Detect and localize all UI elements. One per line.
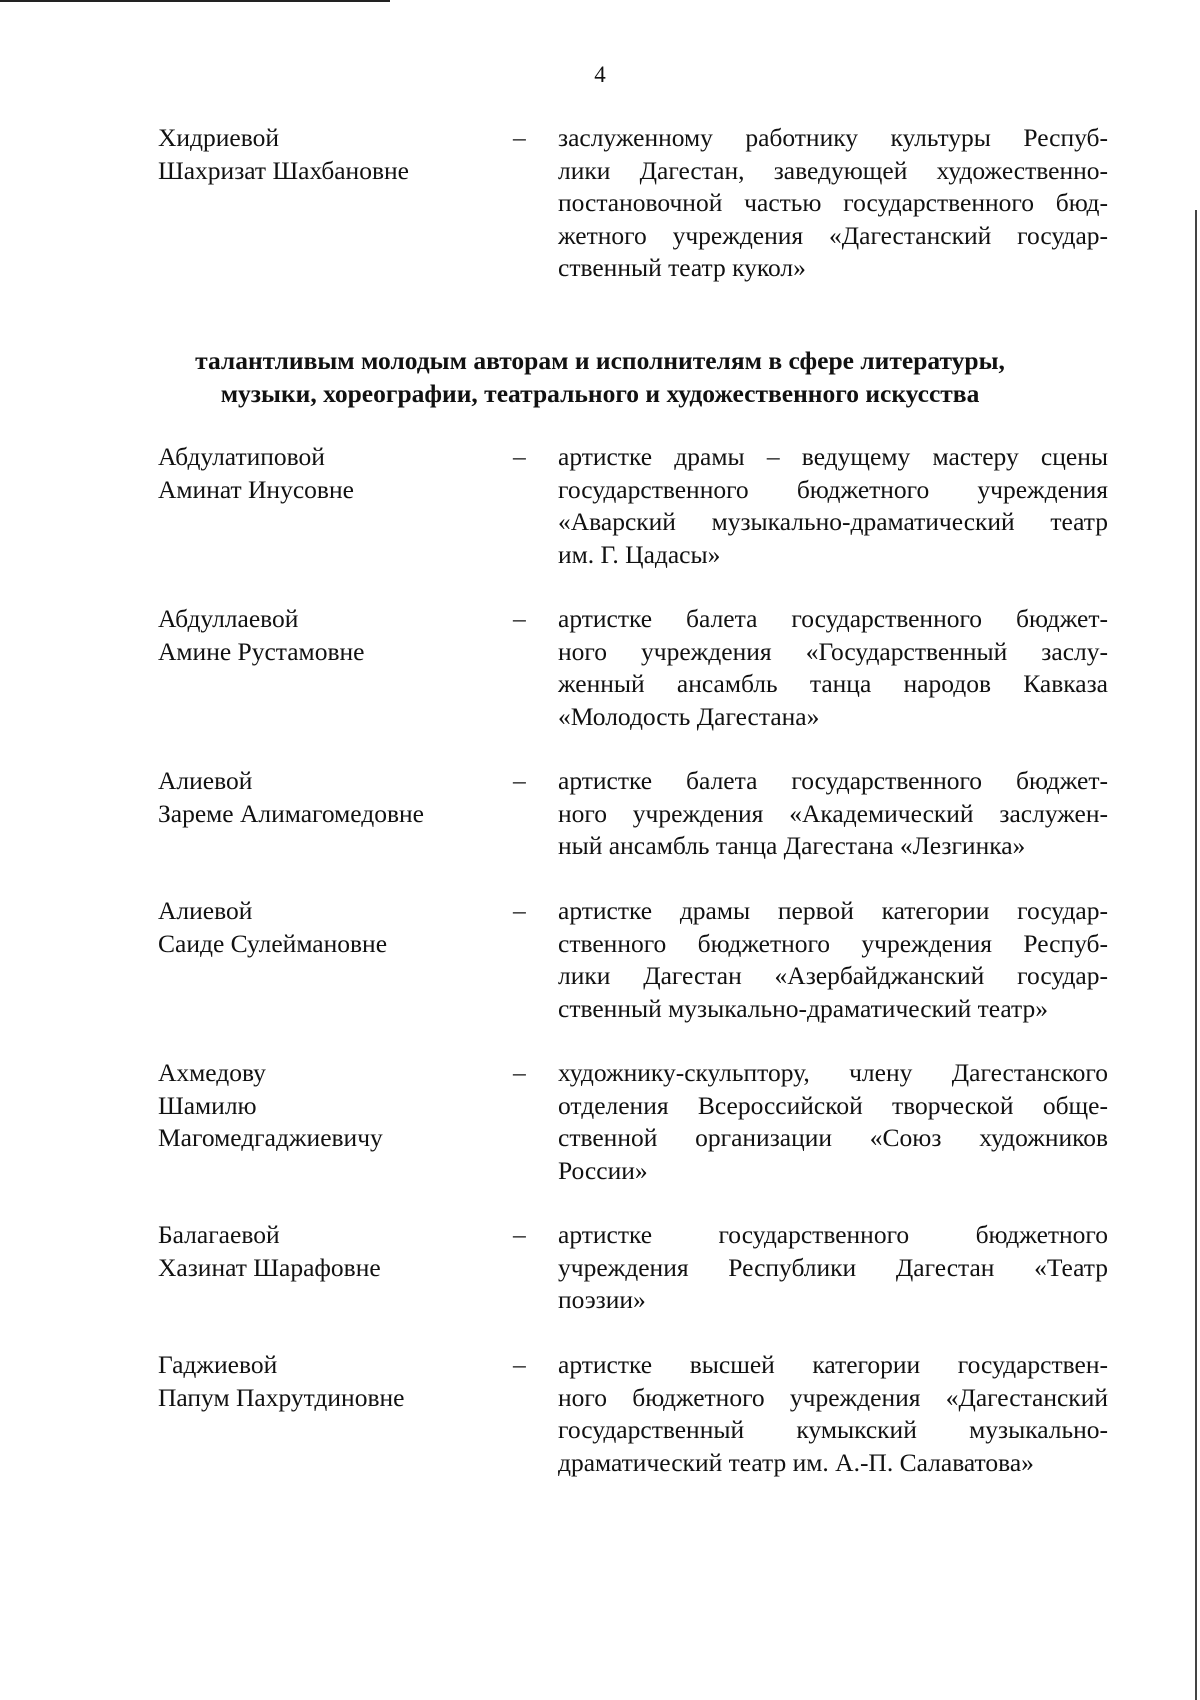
- description-line: артистке высшей категории государствен-: [558, 1350, 1108, 1379]
- entry-dash: –: [513, 604, 526, 633]
- description-line: «Молодость Дагестана»: [558, 701, 820, 731]
- description-line: постановочной частью государственного бюд-: [558, 188, 1108, 217]
- recipient-surname: Алиевой: [158, 896, 253, 925]
- description-line: России»: [558, 1155, 648, 1185]
- description-line: поэзии»: [558, 1285, 646, 1314]
- description-line: ственный музыкально-драматический театр»: [558, 993, 1048, 1023]
- recipient-given-name: Зареме Алимагомедовне: [158, 798, 424, 828]
- description-line: им. Г. Цадасы»: [558, 539, 721, 569]
- description-line: лики Дагестан, заведующей художественно-: [558, 155, 1108, 185]
- recipient-surname: Хидриевой: [158, 123, 280, 152]
- recipient-name: [158, 1057, 498, 1155]
- recipient-given-name: Шахризат Шахбановне: [158, 155, 409, 185]
- recipient-description: [558, 122, 1108, 285]
- description-line: ного учреждения «Государственный заслу-: [558, 636, 1108, 666]
- description-line: ственный театр кукол»: [558, 253, 806, 282]
- recipient-description: [558, 1219, 1108, 1317]
- recipient-description: [558, 895, 1108, 1025]
- description-line: женный ансамбль танца народов Кавказа: [558, 669, 1108, 698]
- recipient-name: [158, 895, 498, 960]
- description-line: лики Дагестан «Азербайджанский государ-: [558, 961, 1108, 990]
- section-heading: [0, 344, 1200, 410]
- description-line: отделения Всероссийской творческой обще-: [558, 1090, 1108, 1120]
- description-line: ного учреждения «Академический заслужен-: [558, 798, 1108, 828]
- recipient-name: [158, 603, 498, 668]
- description-line: художнику-скульптору, члену Дагестанского: [558, 1058, 1108, 1087]
- description-line: драматический театр им. А.-П. Салаватова»: [558, 1447, 1034, 1477]
- scan-edge-right: [1195, 210, 1197, 1700]
- page-number: 4: [594, 62, 606, 87]
- recipient-name: [158, 1219, 498, 1284]
- description-line: артистке драмы – ведущему мастеру сцены: [558, 442, 1108, 471]
- entry-dash: –: [513, 1350, 526, 1379]
- description-line: артистке драмы первой категории государ-: [558, 896, 1108, 925]
- recipient-description: [558, 765, 1108, 863]
- entry-dash: –: [513, 1058, 526, 1087]
- recipient-given-name: Амине Рустамовне: [158, 636, 365, 666]
- description-line: жетного учреждения «Дагестанский государ-: [558, 220, 1108, 250]
- section-heading-line: музыки, хореографии, театрального и художественного искусства: [220, 379, 980, 408]
- entry-dash: –: [513, 766, 526, 795]
- recipient-given-name: Аминат Инусовне: [158, 474, 354, 504]
- entry-dash: –: [513, 896, 526, 925]
- entry-dash: –: [513, 1220, 526, 1249]
- recipient-name: [158, 1349, 498, 1414]
- recipient-description: [558, 603, 1108, 733]
- recipient-description: [558, 441, 1108, 571]
- recipient-surname: Абдулатиповой: [158, 442, 325, 471]
- section-heading-line: талантливым молодым авторам и исполнителям в сфере литературы,: [195, 346, 1005, 375]
- description-line: артистке балета государственного бюджет-: [558, 604, 1108, 633]
- scan-edge-top: [0, 0, 390, 2]
- recipient-given-name: Шамилю: [158, 1090, 257, 1120]
- recipient-name: [158, 441, 498, 506]
- entry-dash: –: [513, 442, 526, 471]
- description-line: «Аварский музыкально-драматический театр: [558, 507, 1108, 536]
- description-line: ственной организации «Союз художников: [558, 1123, 1108, 1152]
- recipient-surname: Ахмедову: [158, 1058, 266, 1087]
- description-line: учреждения Республики Дагестан «Театр: [558, 1252, 1108, 1282]
- description-line: ного бюджетного учреждения «Дагестанский: [558, 1382, 1108, 1412]
- recipient-name: [158, 122, 498, 187]
- recipient-surname: Алиевой: [158, 766, 253, 795]
- description-line: ный ансамбль танца Дагестана «Лезгинка»: [558, 831, 1026, 860]
- recipient-given-name: Хазинат Шарафовне: [158, 1252, 381, 1282]
- recipient-patronymic: Магомедгаджиевичу: [158, 1123, 383, 1152]
- description-line: артистке государственного бюджетного: [558, 1220, 1108, 1249]
- entry-dash: –: [513, 123, 526, 152]
- description-line: артистке балета государственного бюджет-: [558, 766, 1108, 795]
- description-line: заслуженному работнику культуры Респуб-: [558, 123, 1108, 152]
- recipient-name: [158, 765, 498, 830]
- recipient-surname: Балагаевой: [158, 1220, 280, 1249]
- recipient-description: [558, 1349, 1108, 1479]
- recipient-surname: Абдуллаевой: [158, 604, 299, 633]
- description-line: государственный кумыкский музыкально-: [558, 1415, 1108, 1444]
- recipient-given-name: Саиде Сулеймановне: [158, 928, 388, 958]
- description-line: ственного бюджетного учреждения Респуб-: [558, 928, 1108, 958]
- recipient-surname: Гаджиевой: [158, 1350, 278, 1379]
- description-line: государственного бюджетного учреждения: [558, 474, 1108, 504]
- recipient-description: [558, 1057, 1108, 1187]
- recipient-given-name: Папум Пахрутдиновне: [158, 1382, 405, 1412]
